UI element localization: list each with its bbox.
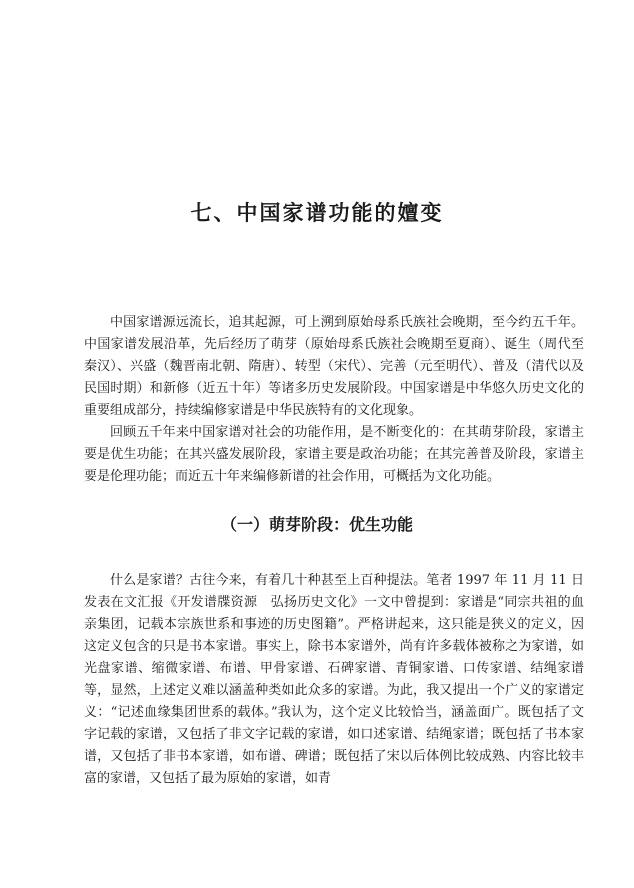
chapter-title: 七、中国家谱功能的嬗变 bbox=[190, 201, 444, 225]
section-heading: （一）萌芽阶段：优生功能 bbox=[220, 515, 413, 534]
intro-paragraph-2: 回顾五千年来中国家谱对社会的功能作用，是不断变化的：在其萌芽阶段，家谱主要是优生功能；在其兴盛发展阶段，家谱主要是政治功能；在其完善普及阶段，家谱主要是伦理功能；而近五十年来编修新谱的社会作用，可概括为文化功能。 bbox=[84, 425, 584, 484]
intro-paragraph-1: 中国家谱源远流长，追其起源，可上溯到原始母系氏族社会晚期，至今约五千年。中国家谱发展沿革，先后经历了萌芽（原始母系氏族社会晚期至夏商）、诞生（周代至秦汉）、兴盛（魏晋南北朝、隋唐）、转型（宋代）、完善（元至明代）、普及（清代以及民国时期）和新修（近五十年）等诸多历史发展阶段。中国家谱是中华悠久历史文化的重要组成部分，持续编修家谱是中华民族特有的文化现象。 bbox=[84, 315, 584, 418]
section-paragraph-1: 什么是家谱？古往今来，有着几十种甚至上百种提法。笔者 1997 年 11 月 11 日发表在文汇报《开发谱牒资源 弘扬历史文化》一文中曾提到：家谱是“同宗共祖的血亲集团，记载本宗族世系和事迹的历史图籍”。严格讲起来，这只能是狭义的定义，因这定义包含的只是书本家谱。事实上，除书本家谱外，尚有许多载体被称之为家谱，如光盘家谱、缩微家谱、布谱、甲骨家谱、石碑家谱、青铜家谱、口传家谱、结绳家谱等，显然，上述定义难以涵盖种类如此众多的家谱。为此，我又提出一个广义的家谱定义：“记述血缘集团世系的载体。”我认为，这个定义比较恰当，涵盖面广。既包括了文字记载的家谱，又包括了非文字记载的家谱，如口述家谱、结绳家谱；既包括了书本家谱，又包括了非书本家谱，如布谱、碑谱；既包括了宋以后体例比较成熟、内容比较丰富的家谱，又包括了最为原始的家谱，如青 bbox=[84, 573, 584, 786]
